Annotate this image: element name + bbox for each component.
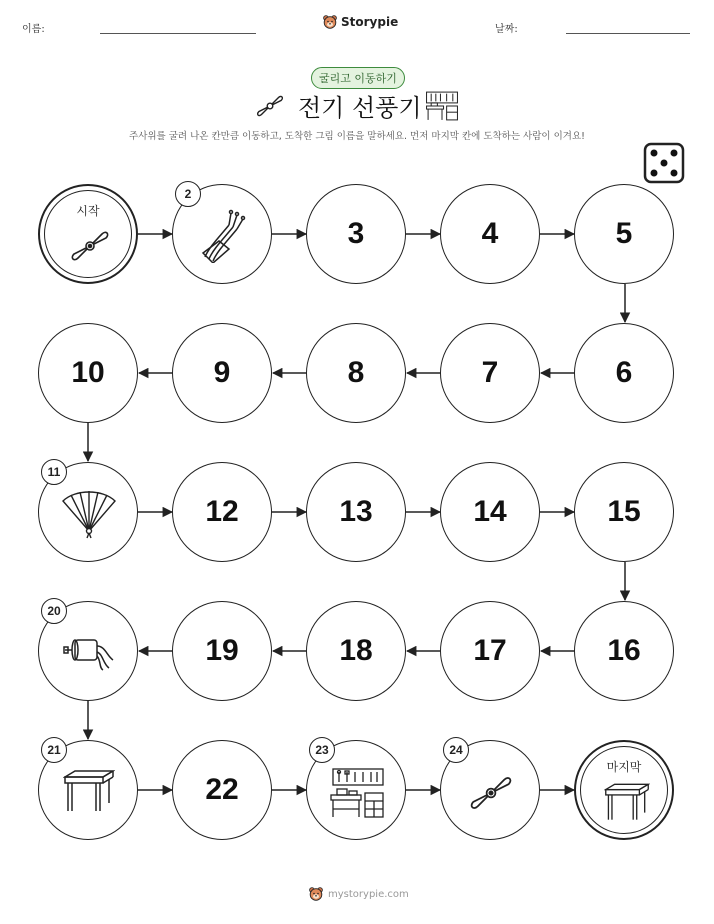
space-number: 18 bbox=[339, 634, 373, 667]
page-title: 전기 선풍기 bbox=[298, 94, 422, 122]
board-space-24[interactable] bbox=[440, 740, 540, 840]
board-space-19[interactable] bbox=[172, 601, 272, 701]
board-space-12[interactable] bbox=[172, 462, 272, 562]
board-space-2[interactable] bbox=[172, 184, 272, 284]
instructions: 주사위를 굴려 나온 칸만큼 이동하고, 도착한 그림 이름을 말하세요. 먼저 마지막 칸에 도착하는 사람이 이겨요! bbox=[129, 131, 585, 142]
start-label: 시작 bbox=[76, 204, 100, 218]
board-space-17[interactable] bbox=[440, 601, 540, 701]
space-number: 3 bbox=[347, 217, 365, 250]
name-label: 이름: bbox=[22, 24, 45, 35]
board-space-6[interactable] bbox=[574, 323, 674, 423]
space-number-badge: 21 bbox=[41, 737, 67, 763]
board-space-22[interactable] bbox=[172, 740, 272, 840]
space-number: 19 bbox=[205, 634, 239, 667]
space-number: 7 bbox=[481, 356, 499, 389]
board-space-16[interactable] bbox=[574, 601, 674, 701]
board-space-23[interactable] bbox=[306, 740, 406, 840]
board-space-11[interactable] bbox=[38, 462, 138, 562]
footer bbox=[308, 886, 409, 902]
brand-name: Storypie bbox=[341, 15, 399, 29]
space-number: 22 bbox=[205, 773, 239, 806]
motor-icon bbox=[63, 632, 115, 672]
space-number: 16 bbox=[607, 634, 641, 667]
wires-icon bbox=[199, 207, 247, 263]
space-number-badge: 23 bbox=[309, 737, 335, 763]
space-number: 12 bbox=[205, 495, 239, 528]
space-number: 6 bbox=[615, 356, 633, 389]
board-space-5[interactable] bbox=[574, 184, 674, 284]
space-number: 15 bbox=[607, 495, 641, 528]
space-number: 13 bbox=[339, 495, 373, 528]
propeller-icon bbox=[469, 771, 513, 815]
space-number: 4 bbox=[481, 217, 499, 250]
space-number-badge: 11 bbox=[41, 459, 67, 485]
space-number-badge: 24 bbox=[443, 737, 469, 763]
finish-space[interactable] bbox=[574, 740, 674, 840]
board-space-15[interactable] bbox=[574, 462, 674, 562]
board-space-9[interactable] bbox=[172, 323, 272, 423]
space-number: 8 bbox=[347, 356, 365, 389]
activity-tag: 굴리고 이동하기 bbox=[311, 67, 405, 89]
space-number-badge: 20 bbox=[41, 598, 67, 624]
space-number-badge: 2 bbox=[175, 181, 201, 207]
footer-site[interactable]: mystorypie.com bbox=[328, 888, 409, 900]
board-space-13[interactable] bbox=[306, 462, 406, 562]
board-space-21[interactable] bbox=[38, 740, 138, 840]
workshop-icon bbox=[329, 767, 387, 819]
date-label: 날짜: bbox=[495, 24, 518, 35]
space-number: 14 bbox=[473, 495, 507, 528]
table-icon bbox=[63, 769, 115, 813]
board-space-14[interactable] bbox=[440, 462, 540, 562]
board-space-8[interactable] bbox=[306, 323, 406, 423]
hand-fan-icon bbox=[61, 487, 117, 539]
bear-mascot-icon bbox=[308, 886, 324, 902]
space-number: 17 bbox=[473, 634, 507, 667]
space-number: 10 bbox=[71, 356, 105, 389]
propeller-icon bbox=[70, 226, 110, 266]
board-space-18[interactable] bbox=[306, 601, 406, 701]
space-number: 5 bbox=[615, 217, 633, 250]
board-space-3[interactable] bbox=[306, 184, 406, 284]
space-number: 9 bbox=[213, 356, 231, 389]
board-space-7[interactable] bbox=[440, 323, 540, 423]
board-space-10[interactable] bbox=[38, 323, 138, 423]
board-space-4[interactable] bbox=[440, 184, 540, 284]
board-space-20[interactable] bbox=[38, 601, 138, 701]
finish-label: 마지막 bbox=[606, 760, 642, 774]
start-space[interactable] bbox=[38, 184, 138, 284]
table-icon bbox=[604, 782, 650, 822]
